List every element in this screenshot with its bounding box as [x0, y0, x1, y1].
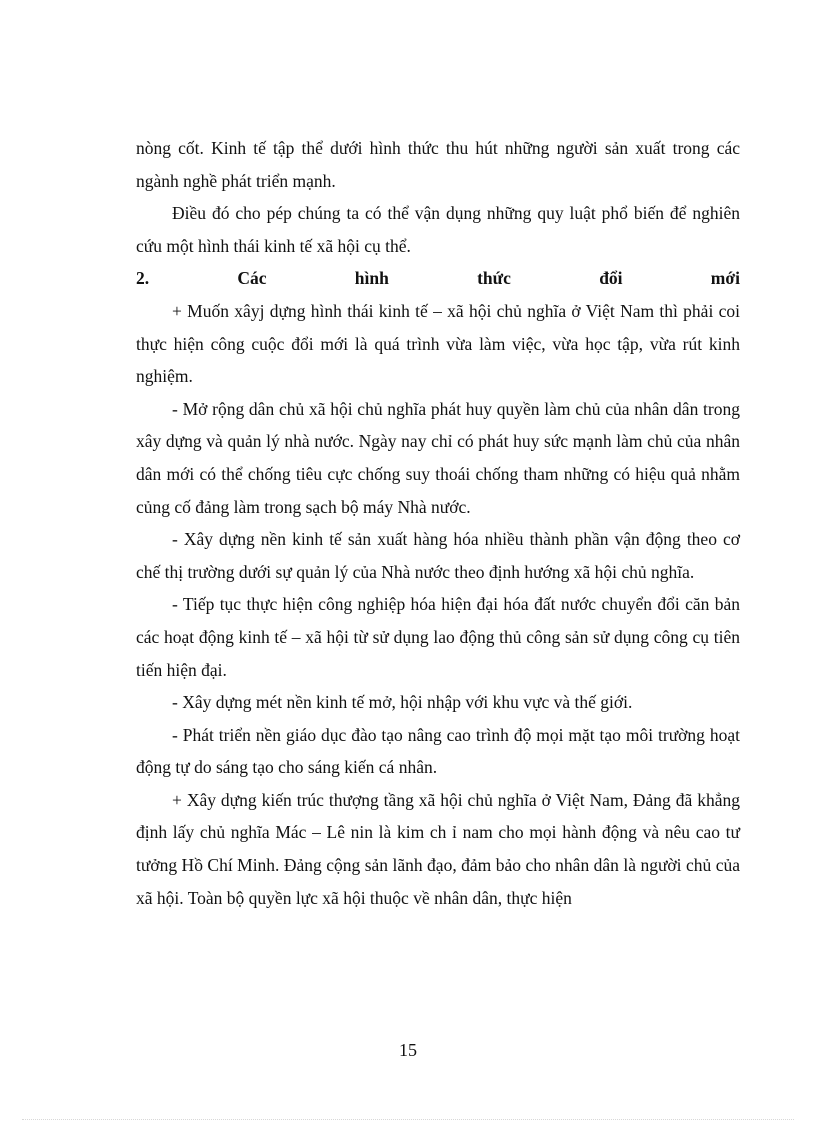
paragraph: - Tiếp tục thực hiện công nghiệp hóa hiện đại hóa đất nước chuyển đổi căn bản các hoạt động kinh tế – xã hội từ sử dụng lao động thủ công sản sử dụng công cụ tiên tiến hiện đại.	[136, 594, 740, 680]
paragraph: - Mở rộng dân chủ xã hội chủ nghĩa phát huy quyền làm chủ của nhân dân trong xây dựng và quản lý nhà nước. Ngày nay chỉ có phát huy sức mạnh làm chủ của nhân dân mới có thể chống tiêu cực chống suy thoái chống tham những có hiệu quả nhằm củng cố đảng làm trong sạch bộ máy Nhà nước.	[136, 398, 740, 517]
paragraph: - Xây dựng mét nền kinh tế mở, hội nhập với khu vực và thế giới.	[172, 692, 633, 713]
heading-word: hình	[354, 268, 389, 289]
paragraph: - Xây dựng nền kinh tế sản xuất hàng hóa nhiều thành phần vận động theo cơ chế thị trường dưới sự quản lý của Nhà nước theo định hướng xã hội chủ nghĩa.	[136, 529, 740, 582]
page-body	[136, 132, 740, 914]
paragraph: - Phát triển nền giáo dục đào tạo nâng cao trình độ mọi mặt tạo môi trường hoạt động tự do sáng tạo cho sáng kiến cá nhân.	[136, 724, 740, 778]
heading-word: thức	[477, 268, 511, 289]
paragraph-continuation: nòng cốt. Kinh tế tập thể dưới hình thức thu hút những người sản xuất trong các ngành nghề phát triển mạnh.	[136, 138, 740, 191]
paragraph: + Muốn xâyj dựng hình thái kinh tế – xã hội chủ nghĩa ở Việt Nam thì phải coi thực hiện công cuộc đổi mới là quá trình vừa làm việc, vừa học tập, vừa rút kinh nghiệm.	[136, 300, 740, 387]
page-bottom-divider	[22, 1119, 794, 1120]
heading-word: mới	[710, 268, 740, 289]
paragraph: + Xây dựng kiến trúc thượng tầng xã hội chủ nghĩa ở Việt Nam, Đảng đã khẳng định lấy chủ nghĩa Mác – Lê nin là kim ch ỉ nam cho mọi hành động và nêu cao tư tưởng Hồ Chí Minh. Đảng cộng sản lãnh đạo, đảm bảo cho nhân dân là người chủ của xã hội. Toàn bộ quyền lực xã hội thuộc về nhân dân, thực hiện	[136, 789, 740, 908]
section-number: 2.	[136, 268, 150, 289]
page-number: 15	[399, 1040, 417, 1060]
section-heading	[136, 262, 740, 295]
heading-word: Các	[237, 268, 267, 289]
heading-word: đổi	[599, 268, 623, 289]
paragraph: Điều đó cho pép chúng ta có thể vận dụng những quy luật phổ biến để nghiên cứu một hình thái kinh tế xã hội cụ thể.	[136, 203, 740, 256]
